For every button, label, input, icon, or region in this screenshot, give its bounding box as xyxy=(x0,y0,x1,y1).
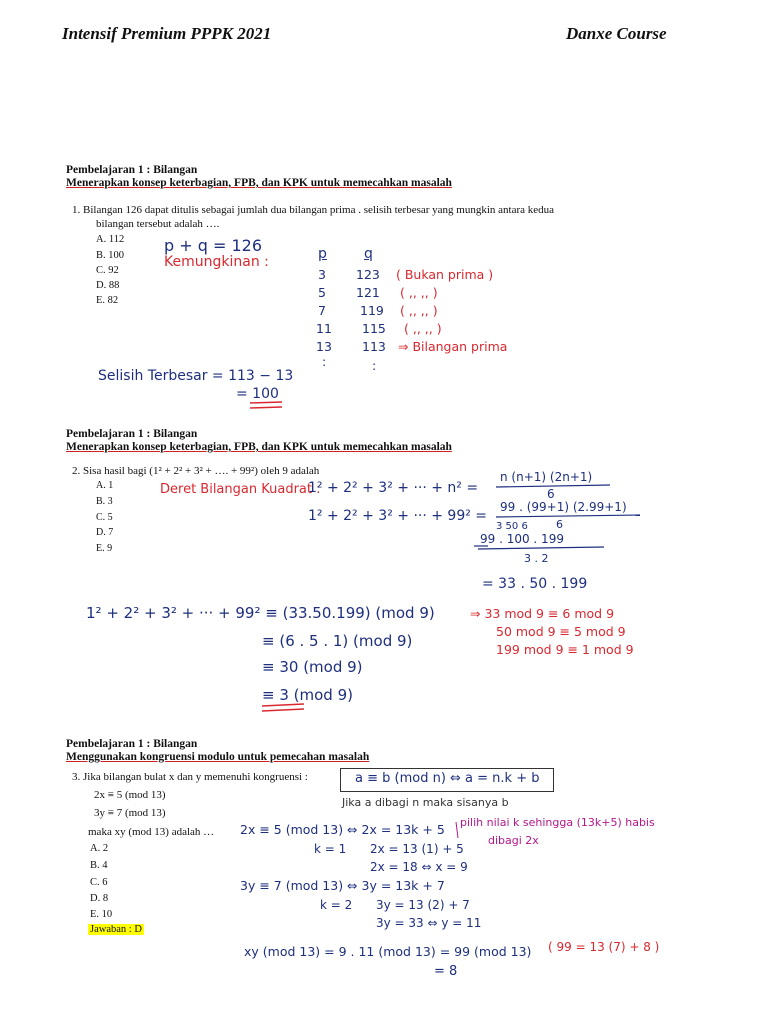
mod-line: ≡ 3 (mod 9) xyxy=(262,686,353,704)
underline-mark xyxy=(250,407,282,408)
row-note: ⇒ Bilangan prima xyxy=(398,339,508,354)
section-title: Pembelajaran 1 : Bilangan xyxy=(66,428,198,440)
row-p: 7 xyxy=(318,303,326,318)
row-q: 113 xyxy=(362,339,386,354)
section-subtitle: Menerapkan konsep keterbagian, FPB, dan KPK untuk memecahkan masalah xyxy=(66,441,452,453)
step2-denominator: 3 . 2 xyxy=(524,552,549,565)
row-q: 119 xyxy=(360,303,384,318)
underline-mark xyxy=(262,704,304,706)
work-kemungkinan: Kemungkinan : xyxy=(164,254,269,270)
x-step-3: 2x = 18 ⇔ x = 9 xyxy=(370,860,468,874)
row-q: 115 xyxy=(362,321,386,336)
deret-numerator: n (n+1) (2n+1) xyxy=(500,470,593,484)
pilih-note: pilih nilai k sehingga (13k+5) habis xyxy=(460,816,655,829)
y-step-3: 3y = 33 ⇔ y = 11 xyxy=(376,916,482,930)
option-a: A. 2 xyxy=(90,843,109,854)
option-c: C. 5 xyxy=(96,512,113,523)
dots: : xyxy=(322,354,327,369)
fraction-bar xyxy=(496,485,610,487)
section-title: Pembelajaran 1 : Bilangan xyxy=(66,738,198,750)
row-q: 121 xyxy=(356,285,380,300)
option-e: E. 10 xyxy=(90,909,113,920)
underline-mark xyxy=(262,709,304,711)
option-c: C. 92 xyxy=(96,265,119,276)
mod-note: ⇒ 33 mod 9 ≡ 6 mod 9 xyxy=(470,606,615,621)
rule-formula: a ≡ b (mod n) ⇔ a = n.k + b xyxy=(355,771,540,786)
option-b: B. 3 xyxy=(96,496,113,507)
row-note: ( ,, ,, ) xyxy=(404,321,442,336)
question-3-ask: maka xy (mod 13) adalah … xyxy=(88,826,215,838)
sum99-numerator: 99 . (99+1) (2.99+1) xyxy=(500,500,627,514)
step2-numerator: 99 . 100 . 199 xyxy=(480,532,564,546)
header-course: Danxe Course xyxy=(566,24,667,43)
rule-note: Jika a dibagi n maka sisanya b xyxy=(342,796,509,809)
option-a: A. 112 xyxy=(96,234,125,245)
deret-label: Deret Bilangan Kuadrat : xyxy=(160,482,321,497)
y-step-1: 3y ≡ 7 (mod 13) ⇔ 3y = 13k + 7 xyxy=(240,878,445,893)
mod-line: ≡ (6 . 5 . 1) (mod 9) xyxy=(262,632,413,650)
mod-line: ≡ 30 (mod 9) xyxy=(262,658,363,676)
header-title: Intensif Premium PPPK 2021 xyxy=(62,24,272,43)
work-result: = 100 xyxy=(236,386,279,402)
row-note: ( Bukan prima ) xyxy=(396,267,494,282)
section-subtitle: Menggunakan kongruensi modulo untuk pemecahan masalah xyxy=(66,751,370,763)
mod-line: 1² + 2² + 3² + ··· + 99² ≡ (33.50.199) (mod 9) xyxy=(86,604,435,622)
cancel-marks: 3 50 6 xyxy=(496,521,528,532)
section-title: Pembelajaran 1 : Bilangan xyxy=(66,164,198,176)
option-b: B. 4 xyxy=(90,860,108,871)
option-d: D. 8 xyxy=(90,893,109,904)
option-e: E. 9 xyxy=(96,543,113,554)
sum99-denominator: 6 xyxy=(556,518,563,531)
final-note: ( 99 = 13 (7) + 8 ) xyxy=(548,940,660,954)
question-1-line2: bilangan tersebut adalah …. xyxy=(96,218,220,230)
final-step: xy (mod 13) = 9 . 11 (mod 13) = 99 (mod 13) xyxy=(244,944,532,959)
x-step-1: 2x ≡ 5 (mod 13) ⇔ 2x = 13k + 5 xyxy=(240,822,445,837)
row-p: 13 xyxy=(316,339,332,354)
option-d: D. 7 xyxy=(96,527,114,538)
congruence-2: 3y ≡ 7 (mod 13) xyxy=(94,807,166,819)
work-col-q: q xyxy=(364,246,373,262)
row-note: ( ,, ,, ) xyxy=(400,303,438,318)
y-k: k = 2 xyxy=(320,898,353,912)
step3: = 33 . 50 . 199 xyxy=(482,576,588,592)
work-selisih: Selisih Terbesar = 113 − 13 xyxy=(98,368,294,384)
pilih-note-2: dibagi 2x xyxy=(488,834,539,847)
x-k: k = 1 xyxy=(314,842,347,856)
row-q: 123 xyxy=(356,267,380,282)
mod-note: 50 mod 9 ≡ 5 mod 9 xyxy=(496,624,626,639)
fraction-bar xyxy=(496,515,640,517)
option-b: B. 100 xyxy=(96,250,125,261)
question-3: 3. Jika bilangan bulat x dan y memenuhi kongruensi : xyxy=(72,771,308,783)
option-a: A. 1 xyxy=(96,480,114,491)
question-1-line1: 1. Bilangan 126 dapat ditulis sebagai jumlah dua bilangan prima . selisih terbesar yang mungkin antara kedua xyxy=(72,204,555,216)
work-col-p: p xyxy=(318,246,327,262)
final-result: = 8 xyxy=(434,964,458,979)
sum99-formula: 1² + 2² + 3² + ··· + 99² = xyxy=(308,508,488,524)
row-p: 11 xyxy=(316,321,332,336)
y-step-2: 3y = 13 (2) + 7 xyxy=(376,898,470,912)
fraction-bar xyxy=(478,547,604,549)
option-e: E. 82 xyxy=(96,295,119,306)
x-step-2: 2x = 13 (1) + 5 xyxy=(370,842,464,856)
deret-denominator: 6 xyxy=(547,487,555,501)
work-equation: p + q = 126 xyxy=(164,236,263,255)
row-p: 5 xyxy=(318,285,326,300)
congruence-1: 2x ≡ 5 (mod 13) xyxy=(94,789,166,801)
bracket-mark xyxy=(456,822,458,838)
answer-badge: Jawaban : D xyxy=(90,924,142,935)
option-d: D. 88 xyxy=(96,280,120,291)
row-p: 3 xyxy=(318,267,326,282)
option-c: C. 6 xyxy=(90,877,108,888)
question-2: 2. Sisa hasil bagi (1² + 2² + 3² + …. + 99²) oleh 9 adalah xyxy=(72,465,320,477)
row-note: ( ,, ,, ) xyxy=(400,285,438,300)
section-subtitle: Menerapkan konsep keterbagian, FPB, dan KPK untuk memecahkan masalah xyxy=(66,177,452,189)
dots: : xyxy=(372,358,377,373)
deret-formula: 1² + 2² + 3² + ··· + n² = xyxy=(308,480,479,496)
underline-mark xyxy=(250,402,282,403)
mod-note: 199 mod 9 ≡ 1 mod 9 xyxy=(496,642,634,657)
